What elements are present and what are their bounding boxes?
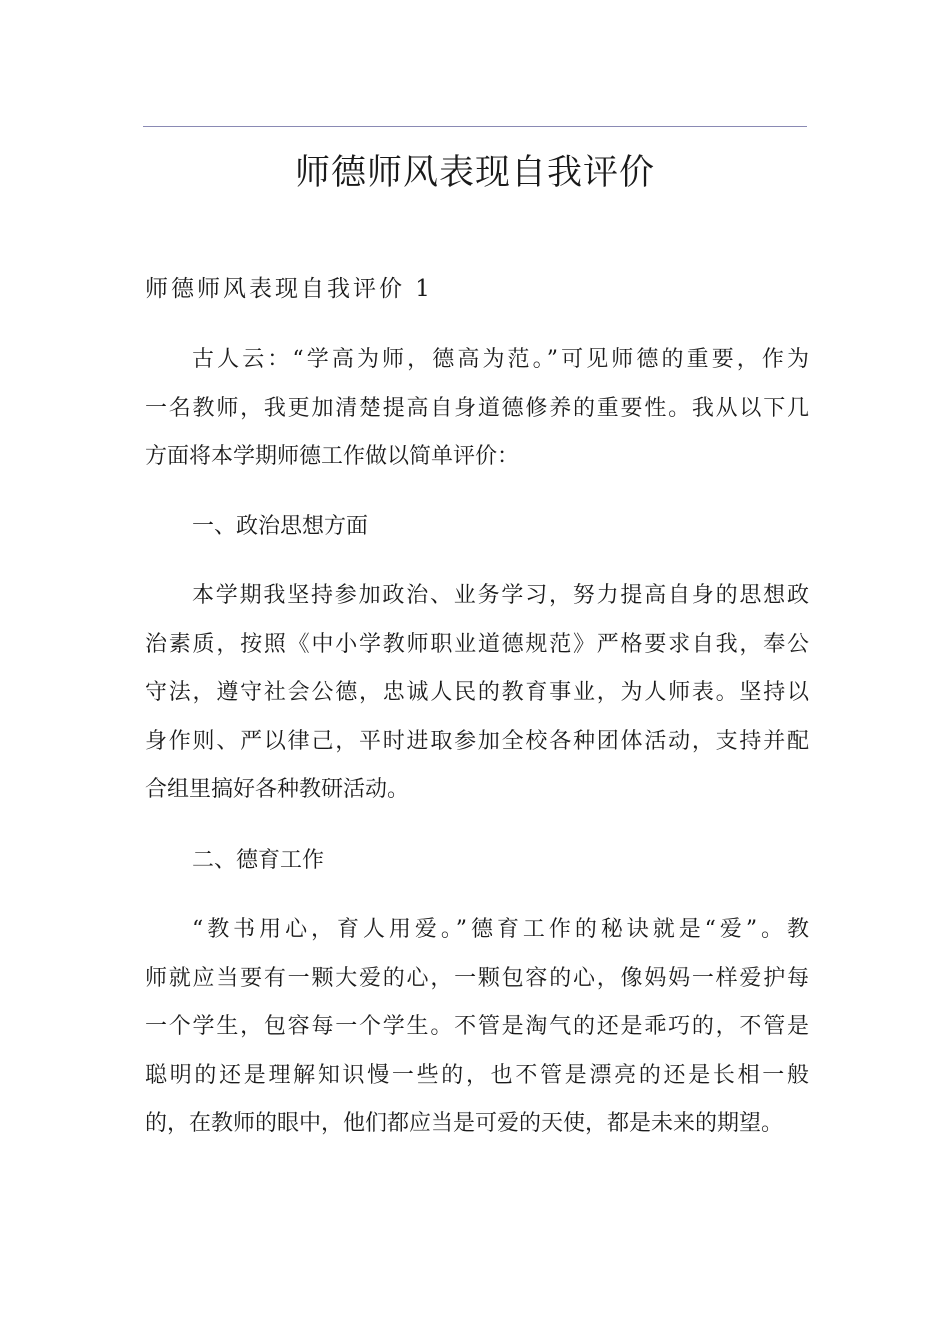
paragraph-line: “教书用心，育人用爱。”德育工作的秘诀就是“爱”。教 — [192, 917, 809, 942]
paragraph-line: 守法，遵守社会公德，忠诚人民的教育事业，为人师表。坚持以 — [145, 680, 809, 705]
section-subtitle: 师德师风表现自我评价 1 — [145, 276, 433, 302]
paragraph-line: 一名教师，我更加清楚提高自身道德修养的重要性。我从以下几 — [145, 395, 809, 421]
paragraph-line: 聪明的还是理解知识慢一些的，也不管是漂亮的还是长相一般 — [145, 1062, 809, 1088]
heading-moral-education: 二、德育工作 — [192, 848, 325, 873]
paragraph-line: 身作则、严以律己，平时进取参加全校各种团体活动，支持并配 — [145, 728, 809, 754]
paragraph-line: 本学期我坚持参加政治、业务学习，努力提高自身的思想政 — [192, 583, 809, 608]
paragraph-line: 方面将本学期师德工作做以简单评价： — [145, 444, 520, 469]
paragraph-line: 合组里搞好各种教研活动。 — [145, 777, 410, 802]
paragraph-moral-education — [145, 906, 809, 1149]
header-rule — [143, 126, 807, 127]
document-title: 师德师风表现自我评价 — [294, 153, 655, 193]
paragraph-intro — [145, 336, 809, 482]
paragraph-line: 师就应当要有一颗大爱的心，一颗包容的心，像妈妈一样爱护每 — [145, 965, 809, 991]
paragraph-line: 的，在教师的眼中，他们都应当是可爱的天使，都是未来的期望。 — [145, 1111, 784, 1136]
paragraph-line: 古人云：“学高为师，德高为范。”可见师德的重要，作为 — [192, 347, 809, 372]
heading-politics: 一、政治思想方面 — [192, 514, 369, 539]
paragraph-line: 治素质，按照《中小学教师职业道德规范》严格要求自我，奉公 — [145, 631, 809, 657]
paragraph-politics — [145, 572, 809, 815]
paragraph-line: 一个学生，包容每一个学生。不管是淘气的还是乖巧的，不管是 — [145, 1014, 809, 1039]
